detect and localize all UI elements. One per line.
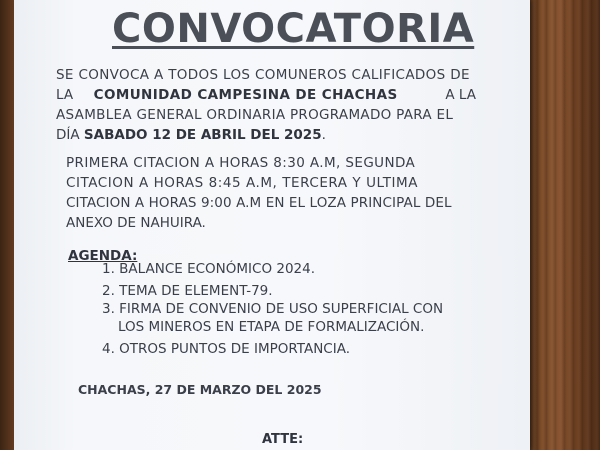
agenda-item-1: 1. BALANCE ECONÓMICO 2024. <box>102 261 316 277</box>
intro-line-4-suffix: . <box>321 127 326 143</box>
agenda-item-2: 2. TEMA DE ELEMENT-79. <box>102 283 273 299</box>
assembly-date: SABADO 12 DE ABRIL DEL 2025 <box>83 127 322 143</box>
wooden-door-right <box>528 0 600 450</box>
intro-line-1: SE CONVOCA A TODOS LOS COMUNEROS CALIFICADOS DE <box>56 67 470 83</box>
agenda-item-3-cont: LOS MINEROS EN ETAPA DE FORMALIZACIÓN. <box>118 319 425 335</box>
notice-title: CONVOCATORIA <box>112 6 475 52</box>
citation-line-3: CITACION A HORAS 9:00 A.M EN EL LOZA PRINCIPAL DEL <box>66 195 452 211</box>
closing-atte: ATTE: <box>262 432 304 447</box>
intro-line-2-suffix: A LA <box>445 87 476 103</box>
intro-line-4 <box>56 126 326 144</box>
agenda-heading: AGENDA: <box>68 248 138 264</box>
agenda-item-4: 4. OTROS PUNTOS DE IMPORTANCIA. <box>102 341 351 357</box>
agenda-item-3: 3. FIRMA DE CONVENIO DE USO SUPERFICIAL CON <box>102 301 444 317</box>
citation-line-4: ANEXO DE NAHUIRA. <box>66 215 206 231</box>
citation-line-2: CITACION A HORAS 8:45 A.M, TERCERA Y ULTIMA <box>66 175 419 191</box>
community-name: COMUNIDAD CAMPESINA DE CHACHAS <box>93 87 398 103</box>
citation-line-1: PRIMERA CITACION A HORAS 8:30 A.M, SEGUNDA <box>66 155 416 171</box>
intro-line-2-prefix: LA <box>56 87 74 103</box>
place-date: CHACHAS, 27 DE MARZO DEL 2025 <box>78 382 322 397</box>
intro-line-3: ASAMBLEA GENERAL ORDINARIA PROGRAMADO PARA EL <box>56 107 454 123</box>
intro-line-4-prefix: DÍA <box>56 127 80 143</box>
intro-line-2 <box>56 86 476 104</box>
